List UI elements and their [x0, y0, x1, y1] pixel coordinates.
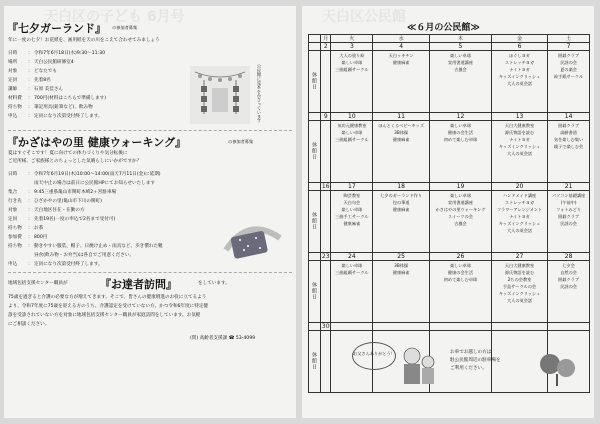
- calendar-day-cell: [548, 51, 590, 113]
- event-item: 健康麻雀: [392, 137, 410, 143]
- calendar-date: 13: [491, 113, 547, 121]
- event-item: 民謡の会: [560, 284, 577, 290]
- week-event-row: [309, 191, 590, 253]
- event-item: 健康の会生活: [447, 270, 474, 276]
- event-item: 三曲組踊サークル: [335, 270, 369, 276]
- event2-row: 申込 ： 定員になり次第受付終了します。: [8, 262, 103, 267]
- calendar-day-cell: [491, 191, 547, 253]
- event-item: 陶芸教室: [343, 193, 361, 198]
- event-item: フラワーアレンジメント: [496, 207, 543, 213]
- calendar-day-cell: [321, 51, 331, 113]
- calendar-date: 25: [373, 253, 430, 261]
- calendar-date: 27: [491, 253, 547, 261]
- calendar-day-cell: [321, 191, 331, 253]
- event-item: 実用書道講座: [447, 60, 474, 66]
- notice-area: [350, 336, 586, 408]
- event3-body: より、令和7年度に75歳を迎える方のうち、介護認定を受けていない方、かつ令和6年度に特定健: [8, 304, 209, 309]
- event-item: キッズインクリッシュ: [498, 221, 541, 227]
- event-item: 健康麻雀: [392, 207, 410, 213]
- event-item: パソコン基礎講座: [551, 193, 586, 198]
- event-item: ほんとくるベビーキッズ: [378, 123, 425, 128]
- event-item: スイーツの会: [448, 214, 473, 220]
- week-date-row: [309, 323, 590, 331]
- calendar-date: 10: [331, 113, 373, 121]
- event3-lead: 地域包括支援センター職員が: [8, 281, 68, 286]
- event-item: 囲碁クラブ: [558, 214, 580, 220]
- calendar-day-cell: [491, 121, 547, 183]
- event1-row: 場所 ： 天白公民館研修室4: [8, 60, 74, 65]
- week-gutter: [309, 323, 321, 331]
- photo-caption: 公民館に見本をかざっています: [257, 64, 262, 123]
- week-gutter: [309, 43, 321, 51]
- calendar-date: 16: [321, 183, 330, 190]
- event1-row: 講師 ： 石原 美佳さん: [8, 87, 64, 92]
- calendar-date: 6: [491, 43, 547, 51]
- event-item: 天白ッキチン: [388, 53, 414, 58]
- ghost-header: 天白区の子ども 6月号: [44, 9, 185, 25]
- closed-day: 休館日: [309, 261, 321, 323]
- father-day-badge: お父さんありがとう！: [352, 342, 396, 370]
- event-item: ほぐしヨガ: [509, 53, 530, 58]
- calendar-date: [373, 323, 430, 331]
- calendar-date: 23: [321, 253, 330, 260]
- event-item: キッズインクリッシュ: [498, 291, 541, 297]
- calendar-day-cell: [491, 51, 547, 113]
- event-item: 吉風会: [454, 67, 467, 73]
- calendar-title: ≪６月の公民館≫: [407, 23, 480, 33]
- event-item: 初めて楽しむ卓球: [443, 137, 478, 143]
- event1-row: 申込 ： 定員になり次第受付終了します。: [8, 114, 103, 119]
- week-gutter: [309, 183, 321, 191]
- event2-row: 持ち物 ： お茶: [8, 226, 44, 231]
- event-item: 大人の英会話: [506, 151, 533, 157]
- calendar-day-cell: [430, 191, 492, 253]
- event-item: 楽しい卓球: [341, 207, 363, 213]
- calendar-date: 14: [548, 113, 590, 121]
- closed-day: 休館日: [309, 51, 321, 113]
- event-item: 楽しい卓球: [341, 263, 363, 268]
- event-item: 夏の楽会: [560, 67, 577, 73]
- closed-day: 休館日: [309, 331, 321, 393]
- event-item: 三曲手工サークル: [335, 214, 369, 220]
- event2-row: 定員 ： 先着19名(一度の申込で2名まで受付可): [8, 217, 116, 222]
- event-item: キッズインクリッシュ: [498, 144, 541, 150]
- event-item: 自然の会: [560, 270, 577, 276]
- calendar-date: 18: [373, 183, 430, 191]
- closed-day: 休館日: [309, 191, 321, 253]
- calendar-day-cell: [321, 331, 331, 393]
- event2-tag: の参加者募集: [228, 139, 254, 144]
- event-item: 3B体操: [394, 263, 409, 268]
- week-gutter: [309, 113, 321, 121]
- right-page: [302, 6, 594, 418]
- notice-line: 駐公民館周辺の駐車場を: [450, 358, 501, 363]
- event-item: 健康麻雀: [392, 270, 410, 276]
- event-item: ナイトヨガ: [509, 137, 530, 143]
- closed-day: 休館日: [309, 121, 321, 183]
- event-item: 気を楽しむ集い: [553, 137, 584, 143]
- event-item: 包の華道: [392, 200, 410, 206]
- event-item: 高齢書道: [560, 130, 577, 136]
- divider: [8, 130, 292, 131]
- calendar-date: 19: [430, 183, 492, 191]
- calendar-date: 11: [373, 113, 430, 121]
- event-item: 三曲組踊サークル: [335, 137, 369, 143]
- event-item: 源氏物語を読む: [504, 270, 535, 276]
- calendar-day-cell: [548, 121, 590, 183]
- calendar-date: 30: [321, 323, 330, 330]
- weekday-header: 木: [430, 35, 492, 43]
- moon-illustration: [218, 220, 284, 260]
- calendar-day-cell: [548, 191, 590, 253]
- event-item: 2ちの会教室: [507, 277, 532, 283]
- event-item: 3B体操: [394, 130, 409, 136]
- event-item: 囲碁クラブ: [558, 53, 580, 58]
- left-page: [4, 6, 296, 418]
- week-gutter: [309, 253, 321, 261]
- calendar-day-cell: [321, 261, 331, 323]
- event-item: 天白句会: [343, 200, 361, 206]
- event-item: キッズインクリッシュ: [498, 74, 541, 80]
- calendar-date: 4: [373, 43, 430, 51]
- calendar-day-cell: [430, 261, 492, 323]
- event-item: 健康麻雀: [343, 221, 361, 227]
- week-event-row: [309, 121, 590, 183]
- calendar-day-cell: [321, 121, 331, 183]
- calendar-day-cell: [331, 51, 373, 113]
- calendar-date: 21: [548, 183, 590, 191]
- event1-tag: の参加者募集: [112, 25, 138, 30]
- event-item: 楽しい卓球: [449, 53, 471, 58]
- event2-intro: ご近所様、ご家族様とのちょっとした気晴らしにいかがですか？: [8, 159, 142, 164]
- event-item: 楽しい卓球: [449, 123, 471, 128]
- calendar-date: [548, 323, 590, 331]
- event-item: 初めて楽しむ卓球: [443, 277, 478, 283]
- calendar-day-cell: [548, 261, 590, 323]
- calendar-date: [430, 323, 492, 331]
- event2-row: 雨天中止の場合は前日に公民館HPにてお知らせいたします: [34, 181, 155, 186]
- event-item: 源氏物語を読む: [504, 130, 535, 136]
- calendar-date: 5: [430, 43, 492, 51]
- event1-intro: 年に一度の七夕！お花紙を、画用紙を天の川をこえて合わせてみましょう: [8, 38, 160, 43]
- calendar-date: 7: [548, 43, 590, 51]
- event-item: 大人の英会話: [506, 228, 533, 234]
- event-item: ナイトヨガ: [509, 214, 530, 220]
- event3-body: 診を受診されていない方を対象に地域包括支援センター職員が家庭訪問をしています。お気軽: [8, 313, 201, 318]
- event-item: 吉風会: [454, 221, 467, 227]
- weekday-header: 水: [373, 35, 430, 43]
- event2-row: 集合 ： 9:45三重県亀山市関町木崎2ヶ宮駐車場: [8, 190, 117, 195]
- event-item: ストレッチヨガ: [504, 60, 535, 66]
- event3-body: 75歳を過ぎると介護の必要な方が増えてきます。そこで、皆さんの健康増進のお役に立てるよう: [8, 295, 207, 300]
- event3-body: にご相談ください。: [8, 322, 50, 327]
- event3-contact: (問) 高齢者支援課 ☎ 53-4099: [190, 336, 256, 341]
- event-item: 民謡の会: [560, 221, 577, 227]
- weekday-header: 土: [548, 35, 590, 43]
- calendar-corner: [309, 35, 321, 43]
- event2-row: 参加費 ： 800円: [8, 235, 48, 240]
- event-item: 楽しい卓球: [341, 60, 363, 66]
- event-item: フォトみどり: [556, 207, 582, 213]
- week-event-row: [309, 51, 590, 113]
- calendar-day-cell: [491, 261, 547, 323]
- event1-row: 定員 ： 先着8名: [8, 78, 51, 83]
- event-item: 天白大健康教室: [504, 263, 535, 268]
- weekday-header: 火: [331, 35, 373, 43]
- calendar-day-cell: [373, 191, 430, 253]
- calendar-date: 3: [331, 43, 373, 51]
- calendar-date: 20: [491, 183, 547, 191]
- event-item: かさはやの里ウォーキング: [435, 207, 486, 213]
- event-item: 手品サークルの会: [502, 284, 537, 290]
- event1-row: 材料費 ： 700円(材料はこちらで準備します): [8, 96, 107, 101]
- event1-title: 『七夕ガーランド』: [7, 22, 106, 35]
- divider: [8, 272, 292, 273]
- event-item: 楽しい卓球: [449, 193, 471, 198]
- calendar-day-cell: [373, 261, 430, 323]
- calendar-day-cell: [373, 121, 430, 183]
- event1-row: 対象 ： どなたでも: [8, 69, 57, 74]
- week-date-row: [309, 43, 590, 51]
- event3-tail: をしています。: [198, 281, 230, 286]
- week-date-row: [309, 253, 590, 261]
- event-item: 気功元健康教室: [337, 123, 367, 128]
- weekday-header: 金: [491, 35, 547, 43]
- event-item: ストレッチヨガ: [504, 200, 535, 206]
- garland-photo: [190, 66, 250, 124]
- event-item: 天白大健康教室: [504, 123, 535, 128]
- calendar-date: 28: [548, 253, 590, 261]
- calendar-date: 24: [331, 253, 373, 261]
- event-item: 大人の英会話: [506, 81, 533, 87]
- event-item: 七夕のガーランド作り: [380, 193, 423, 198]
- calendar-day-cell: [373, 51, 430, 113]
- calendar-day-cell: [331, 121, 373, 183]
- event-item: 健康麻雀: [392, 60, 410, 66]
- week-event-row: [309, 261, 590, 323]
- event-item: 大人の英会話: [506, 298, 533, 304]
- event-item: 七夕会: [562, 263, 575, 268]
- event2-row: 対象 ： 天白地区住在・在勤の方: [8, 208, 85, 213]
- calendar-day-cell: [430, 121, 492, 183]
- notice-line: お車でお越しの方は: [450, 350, 492, 355]
- event2-row: 持ち物 ： 動きやすい服装、帽子、日焼け止め・雨具など、歩き慣れた靴: [8, 244, 163, 249]
- event-item: 健康の会生活: [447, 130, 474, 136]
- family-illustration: [398, 342, 442, 392]
- event-item: 楽しい卓球: [449, 263, 471, 268]
- event-item: 絵手紙サークル: [553, 74, 584, 80]
- calendar-date: 12: [430, 113, 492, 121]
- event1-row: 持ち物 ： 筆記用具(鉛筆など)、飲み物: [8, 105, 93, 110]
- week-date-row: [309, 113, 590, 121]
- calendar-date: 9: [321, 113, 331, 121]
- event2-title: 『かざはやの里 健康ウォーキング』: [7, 136, 187, 149]
- calendar-date: 2: [321, 43, 331, 51]
- event-item: 大人の塗り絵: [339, 53, 365, 58]
- calendar-date: [491, 323, 547, 331]
- event3-title: 『お達者訪問』: [100, 278, 177, 291]
- event-item: 囲碁クラブ: [558, 277, 580, 283]
- event2-row: 昼食(飲み物・お弁当)は各自でご用意ください。: [34, 253, 135, 258]
- event-item: 楽しい卓球: [341, 130, 363, 136]
- event-item: ハンドメイド講座: [502, 193, 537, 198]
- calendar-date: [331, 323, 373, 331]
- calendar-date: 26: [430, 253, 492, 261]
- event2-intro: 夏はすぐそこです！夏に向けての体力づくりや気分転換に: [8, 151, 128, 156]
- event-item: 実用書道講座: [447, 200, 474, 206]
- event-item: ナイトヨガ: [509, 67, 530, 73]
- calendar-date: 17: [331, 183, 373, 191]
- notice-line: ご利用ください。: [450, 366, 487, 371]
- event1-row: 日時 ： 令和7年6月18日(水)9:30～11:30: [8, 51, 105, 56]
- event-item: 民謡の会: [560, 60, 577, 66]
- week-date-row: [309, 183, 590, 191]
- calendar-day-cell: [430, 51, 492, 113]
- calendar-day-cell: [331, 191, 373, 253]
- event-item: 三曲組踊サークル: [335, 67, 369, 73]
- event2-row: 日時 ： 令和7年6月19日(木)10:00～14:00(雨天7月11日(金)に延期): [8, 172, 161, 177]
- event-item: (午前中): [560, 200, 577, 206]
- event2-row: 行き先 ： ひざかやの里(亀山市下川の関町): [8, 199, 102, 204]
- weekday-header: 月: [321, 35, 331, 43]
- calendar-day-cell: [331, 261, 373, 323]
- ghost-header: 天白区公民館: [322, 9, 406, 25]
- event-item: 親子で楽しむ会: [553, 144, 584, 150]
- event-item: 囲碁クラブ: [558, 123, 580, 128]
- hydrangea-illustration: [536, 348, 580, 388]
